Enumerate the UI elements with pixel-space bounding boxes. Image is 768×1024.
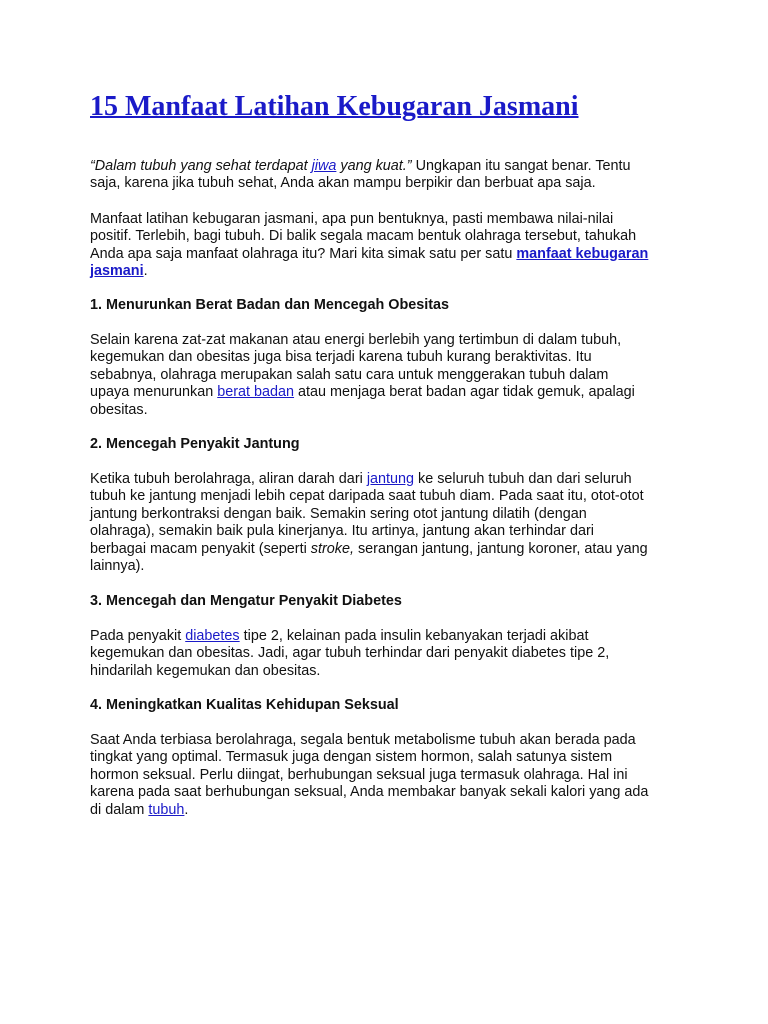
section-1-heading: 1. Menurunkan Berat Badan dan Mencegah Obesitas <box>90 297 450 313</box>
s2-line-1 <box>90 471 690 488</box>
para2-line-2: positif. Terlebih, bagi tubuh. Di balik segala macam bentuk olahraga tersebut, tahukah <box>90 228 637 245</box>
para2-line-4 <box>90 263 690 280</box>
s4-line-5-a: di dalam <box>90 801 149 818</box>
s3-line-1-b: tipe 2, kelainan pada insulin kebanyakan terjadi akibat <box>239 628 589 644</box>
s2-line-1-a: Ketika tubuh berolahraga, aliran darah dari <box>90 471 367 487</box>
para2-line-1: Manfaat latihan kebugaran jasmani, apa pun bentuknya, pasti membawa nilai-nilai <box>90 211 614 227</box>
page-title <box>90 90 579 124</box>
s2-line-2: tubuh ke jantung menjadi lebih cepat daripada saat tubuh diam. Pada saat itu, otot-otot <box>90 488 644 505</box>
intro-line-1 <box>90 158 690 175</box>
s4-line-5-b: . <box>184 801 189 818</box>
intro-quote-end: yang kuat.” <box>336 158 412 174</box>
s1-line-4 <box>90 384 690 401</box>
s3-line-3: hindarilah kegemukan dan obesitas. <box>90 662 321 679</box>
para2-line-3 <box>90 246 690 263</box>
s3-line-1-a: Pada penyakit <box>90 628 186 644</box>
para2-line-4-end: . <box>143 263 148 280</box>
section-1-paragraph <box>90 332 690 419</box>
s1-line-1: Selain karena zat-zat makanan atau energi berlebih yang tertimbun di dalam tubuh, <box>90 332 622 348</box>
section-2-paragraph <box>90 471 690 575</box>
s1-line-5: obesitas. <box>90 401 148 418</box>
s4-line-4: karena pada saat berhubungan seksual, Anda membakar banyak sekali kalori yang ada <box>90 784 649 801</box>
s4-line-3: hormon seksual. Perlu diingat, berhubungan seksual juga termasuk olahraga. Hal ini <box>90 766 628 783</box>
title-link[interactable]: 15 Manfaat Latihan Kebugaran Jasmani <box>90 91 579 122</box>
s2-line-5-a: berbagai macam penyakit (seperti <box>90 540 311 557</box>
intro-quote-start: “Dalam tubuh yang sehat terdapat <box>90 158 312 174</box>
jiwa-link[interactable]: jiwa <box>311 158 337 174</box>
s1-line-4-b: atau menjaga berat badan agar tidak gemuk, apalagi <box>294 384 635 401</box>
diabetes-link[interactable]: diabetes <box>185 628 240 644</box>
s1-line-3: sebabnya, olahraga merupakan salah satu cara untuk menggerakan tubuh dalam <box>90 366 609 383</box>
s2-line-1-b: ke seluruh tubuh dan dari seluruh <box>414 471 632 487</box>
s2-stroke-em: stroke, <box>310 540 354 557</box>
berat-badan-link[interactable]: berat badan <box>217 384 295 401</box>
intro-line-2: saja, karena jika tubuh sehat, Anda akan mampu berpikir dan berbuat apa saja. <box>90 175 596 192</box>
para2-line-3-text: Anda apa saja manfaat olahraga itu? Mari kita simak satu per satu <box>90 245 517 262</box>
manfaat-kebugaran-link[interactable]: manfaat kebugaran <box>516 245 649 262</box>
section-4-heading: 4. Meningkatkan Kualitas Kehidupan Seksual <box>90 697 399 713</box>
section-4-paragraph <box>90 732 690 819</box>
s4-line-1: Saat Anda terbiasa berolahraga, segala bentuk metabolisme tubuh akan berada pada <box>90 732 636 748</box>
s4-line-5 <box>90 802 690 819</box>
s3-line-1 <box>90 628 690 645</box>
section-3-paragraph <box>90 628 690 680</box>
intro-line-1-rest: Ungkapan itu sangat benar. Tentu <box>411 158 631 174</box>
s1-line-2: kegemukan dan obesitas juga bisa terjadi karena tubuh kurang beraktivitas. Itu <box>90 349 592 366</box>
s2-line-4: olahraga), semakin baik pula kinerjanya. Itu artinya, jantung akan terhindar dari <box>90 523 594 540</box>
s4-line-2: tingkat yang optimal. Termasuk juga dengan sistem hormon, salah satunya sistem <box>90 749 613 766</box>
s1-line-4-a: upaya menurunkan <box>90 384 218 401</box>
intro-paragraph <box>90 158 690 193</box>
section-3-heading: 3. Mencegah dan Mengatur Penyakit Diabetes <box>90 593 402 609</box>
s2-line-6: lainnya). <box>90 558 145 575</box>
jasmani-link[interactable]: jasmani <box>90 263 144 280</box>
benefits-intro-paragraph <box>90 211 690 281</box>
s2-line-5 <box>90 541 690 558</box>
s2-line-3: jantung berkontraksi dengan baik. Semakin sering otot jantung dilatih (dengan <box>90 505 587 522</box>
jantung-link[interactable]: jantung <box>366 471 415 487</box>
s2-line-5-b: serangan jantung, jantung koroner, atau yang <box>353 540 648 557</box>
s3-line-2: kegemukan dan obesitas. Jadi, agar tubuh terhindar dari penyakit diabetes tipe 2, <box>90 645 610 662</box>
tubuh-link[interactable]: tubuh <box>148 801 185 818</box>
section-2-heading: 2. Mencegah Penyakit Jantung <box>90 436 300 452</box>
